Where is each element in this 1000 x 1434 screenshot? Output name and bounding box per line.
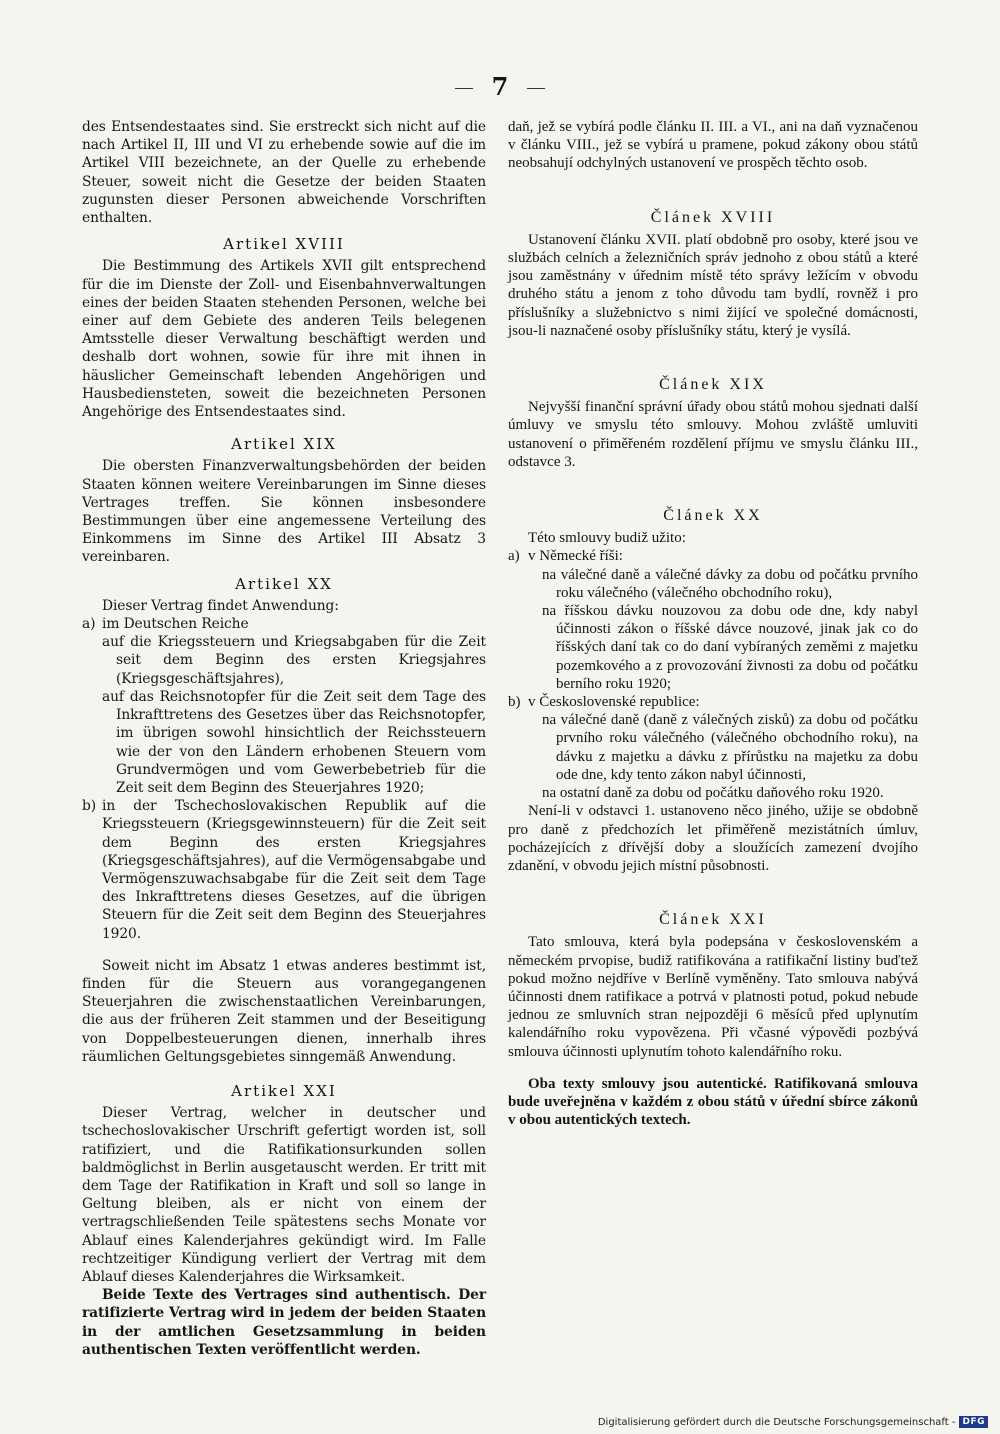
page-header bbox=[0, 72, 1000, 101]
footer-text: Digitalisierung gefördert durch die Deutsche Forschungsgemeinschaft - bbox=[597, 1416, 956, 1428]
czech-column bbox=[508, 118, 918, 1129]
header-dash-left bbox=[455, 88, 473, 89]
czech-item-a-heading: v Německé říši: bbox=[528, 548, 623, 565]
header-dash-right bbox=[527, 88, 545, 89]
german-intro-paragraph: des Entsendestaates sind. Sie erstreckt sich nicht auf die nach Artikel II, III und VI zu erhebende sowie auf die im Artikel VIII bezeichnete, an der Quelle zu erhebende Steuer, soweit nicht die Gesetze der beiden Staaten zugunsten dieser Personen abweichende Vorschriften enthalten. bbox=[82, 119, 486, 227]
german-article-18-text: Die Bestimmung des Artikels XVII gilt entsprechend für die im Dienste der Zoll- und Eisenbahnverwaltungen eines der beiden Staaten stehenden Personen, welche bei einer auf dem Gebiete des anderen Teils belegenen Amtsstelle dieser Verwaltung beschäftigt werden und deshalb dort wohnen, sowie für ihre mit ihnen in häuslicher Gemeinschaft lebenden Angehörigen und Hausbediensteten, soweit die bezeichneten Personen Angehörige des Entsendestaates sind. bbox=[82, 258, 486, 421]
german-article-18-title: Artikel XVIII bbox=[223, 235, 345, 254]
german-article-20-intro: Dieser Vertrag findet Anwendung: bbox=[102, 597, 339, 614]
czech-item-b-clause-2: na ostatní daně za dobu od počátku daňového roku 1920. bbox=[542, 785, 884, 802]
czech-article-20-title: Článek XX bbox=[663, 507, 763, 525]
german-item-a-heading: im Deutschen Reiche bbox=[102, 616, 249, 633]
page-number: 7 bbox=[491, 72, 509, 101]
czech-item-b-label: b) bbox=[508, 694, 521, 711]
czech-article-21-title: Článek XXI bbox=[659, 911, 767, 929]
czech-article-21-final: Oba texty smlouvy jsou autentické. Ratifikovaná smlouva bude uveřejněna v každém z obou států v úřední sbírce zákonů v obou autentických textech. bbox=[508, 1075, 918, 1129]
german-article-20-title: Artikel XX bbox=[235, 574, 333, 593]
czech-article-19-title: Článek XIX bbox=[659, 376, 767, 394]
czech-article-21-text: Tato smlouva, která byla podepsána v československém a německém prvopise, budiž ratifikována a ratifikační listiny buďtež pokud možno nejdříve v Berlíně vyměněny. Tato smlouva nabývá účinnosti dnem ratifikace a potrvá v platnosti potud, pokud nebude jednou ze smluvních stran nejpozději 6 měsíců před uplynutím kalendářního roku vypovězena. Při včasné výpovědi pozbývá smlouva účinnosti uplynutím tohoto kalendářního roku. bbox=[508, 934, 918, 1060]
german-article-20-item-a bbox=[82, 615, 486, 797]
czech-item-a-label: a) bbox=[508, 548, 520, 565]
czech-article-20-final: Není-li v odstavci 1. ustanoveno něco jiného, užije se obdobně pro daně z předchozích let přiměřeně mezistátních úmluv, pocházejících z dřívější doby a sloužících zamezení dvojího zdanění, v obvodu jejich místní působnosti. bbox=[508, 803, 918, 874]
german-item-b-text: in der Tschechoslovakischen Republik auf die Kriegssteuern (Kriegsgewinnsteuern) für die Zeit seit dem Beginn des ersten Kriegsjahres (Kriegsgeschäftsjahres), auf die Vermögensabgabe und Vermögenszuwachsabgabe für die Zeit seit dem Tage des Inkrafttretens dieses Gesetzes, auf die übrigen Steuern für die Zeit seit dem Beginn des Steuerjahres 1920. bbox=[102, 798, 486, 942]
german-article-21-title: Artikel XXI bbox=[231, 1081, 337, 1100]
german-article-19-title: Artikel XIX bbox=[231, 435, 337, 454]
czech-item-a-clause-2: na říšskou dávku nouzovou za dobu ode dne, kdy nabyl účinnosti zákon o říšské dávce nouzové, jinak jak co do říšských daní tak co do daní vybíraných zeměmi z majetku pozemkového a z provozování živnosti za dobu od počátku berního roku 1920; bbox=[542, 603, 918, 692]
german-item-a-clause-2: auf das Reichsnotopfer für die Zeit seit dem Tage des Inkrafttretens des Gesetzes über das Reichsnotopfer, im übrigen sowohl hinsichtlich der Reichssteuern wie der von den Ländern erhobenen Steuern vom Grundvermögen und vom Gewerbebetrieb für die Zeit seit dem Beginn des Steuerjahres 1920; bbox=[102, 688, 486, 796]
german-column bbox=[82, 118, 486, 1359]
czech-item-b-heading: v Československé republice: bbox=[528, 694, 700, 711]
german-item-b-label: b) bbox=[82, 798, 97, 815]
german-article-19-text: Die obersten Finanzverwaltungsbehörden der beiden Staaten können weitere Vereinbarungen im Sinne dieses Vertrages treffen. Sie können insbesondere Bestimmungen über eine angemessene Verteilung des Einkommens im Sinne des Artikel III Absatz 3 vereinbaren. bbox=[82, 458, 486, 566]
digitization-footer bbox=[598, 1416, 988, 1428]
german-item-a-clause-1: auf die Kriegssteuern und Kriegsabgaben für die Zeit seit dem Beginn des ersten Kriegsjahres (Kriegsgeschäftsjahres), bbox=[102, 634, 486, 687]
german-article-21-text: Dieser Vertrag, welcher in deutscher und tschechoslovakischer Urschrift gefertigt worden ist, soll ratifiziert, und die Ratifikationsurkunden sollen baldmöglichst in Berlin ausgetauscht werden. Er tritt mit dem Tage der Ratifikation in Kraft und soll so lange in Geltung bleiben, als er nicht von einem der vertragschließenden Teile spätestens sechs Monate vor Ablauf eines Kalenderjahres gekündigt wird. Im Falle rechtzeitiger Kündigung verliert der Vertrag mit dem Ablauf dieses Kalenderjahres die Wirksamkeit. bbox=[82, 1105, 486, 1285]
czech-intro-paragraph: daň, jež se vybírá podle článku II. III. a VI., ani na daň vyznačenou v článku VIII., jež se vybírá u pramene, pokud zákony obou států neobsahují odchylných ustanovení ve prospěch těchto osob. bbox=[508, 119, 918, 172]
dfg-logo: DFG bbox=[959, 1416, 988, 1428]
german-article-21-final: Beide Texte des Vertrages sind authentisch. Der ratifizierte Vertrag wird in jedem der beiden Staaten in der amtlichen Gesetzsammlung in beiden authentischen Texten veröffentlicht werden. bbox=[82, 1287, 486, 1358]
czech-item-b-clause-1: na válečné daně (daně z válečných zisků) za dobu od počátku prvního roku válečného (válečného obchodního roku), na dávku z majetku a dávku z přírůstku na majetku za dobu ode dne, kdy tento zákon nabyl účinnosti, bbox=[542, 712, 918, 783]
czech-article-20-item-a bbox=[508, 547, 918, 693]
czech-article-19-text: Nejvyšší finanční správní úřady obou států mohou sjednati další úmluvy ve smyslu této smlouvy. Mohou zvláště umluviti ustanovení o přiměřeném rozdělení příjmu ve smyslu článku III., odstavce 3. bbox=[508, 399, 918, 470]
german-item-a-label: a) bbox=[82, 616, 96, 633]
czech-article-18-title: Článek XVIII bbox=[650, 208, 776, 226]
czech-article-20-item-b bbox=[508, 693, 918, 802]
german-article-20-final: Soweit nicht im Absatz 1 etwas anderes bestimmt ist, finden für die Steuern aus vorangegangenen Steuerjahren die zwischenstaatlichen Vereinbarungen, die aus der früheren Zeit stammen und der Beseitigung von Doppelbesteuerungen dienen, innerhalb ihres räumlichen Geltungsgebietes sinngemäß Anwendung. bbox=[82, 957, 486, 1065]
german-article-20-item-b bbox=[82, 797, 486, 943]
czech-article-18-text: Ustanovení článku XVII. platí obdobně pro osoby, které jsou ve službách celních a železničních správ jednoho z obou států a které jsou zaměstnány v úřednim místě této správy ležícím v obvodu druhého státu a jenom z toho důvodu tam bydlí, rovněž i pro příslušníky a služebnictvo s nimi žijící ve společné domácnosti, jsou-li naznačené osoby příslušníky státu, který je vysílá. bbox=[508, 231, 918, 339]
czech-article-20-intro: Této smlouvy budiž užito: bbox=[528, 530, 686, 547]
czech-item-a-clause-1: na válečné daně a válečné dávky za dobu od počátku prvního roku válečného (válečného obchodního roku), bbox=[542, 566, 918, 601]
